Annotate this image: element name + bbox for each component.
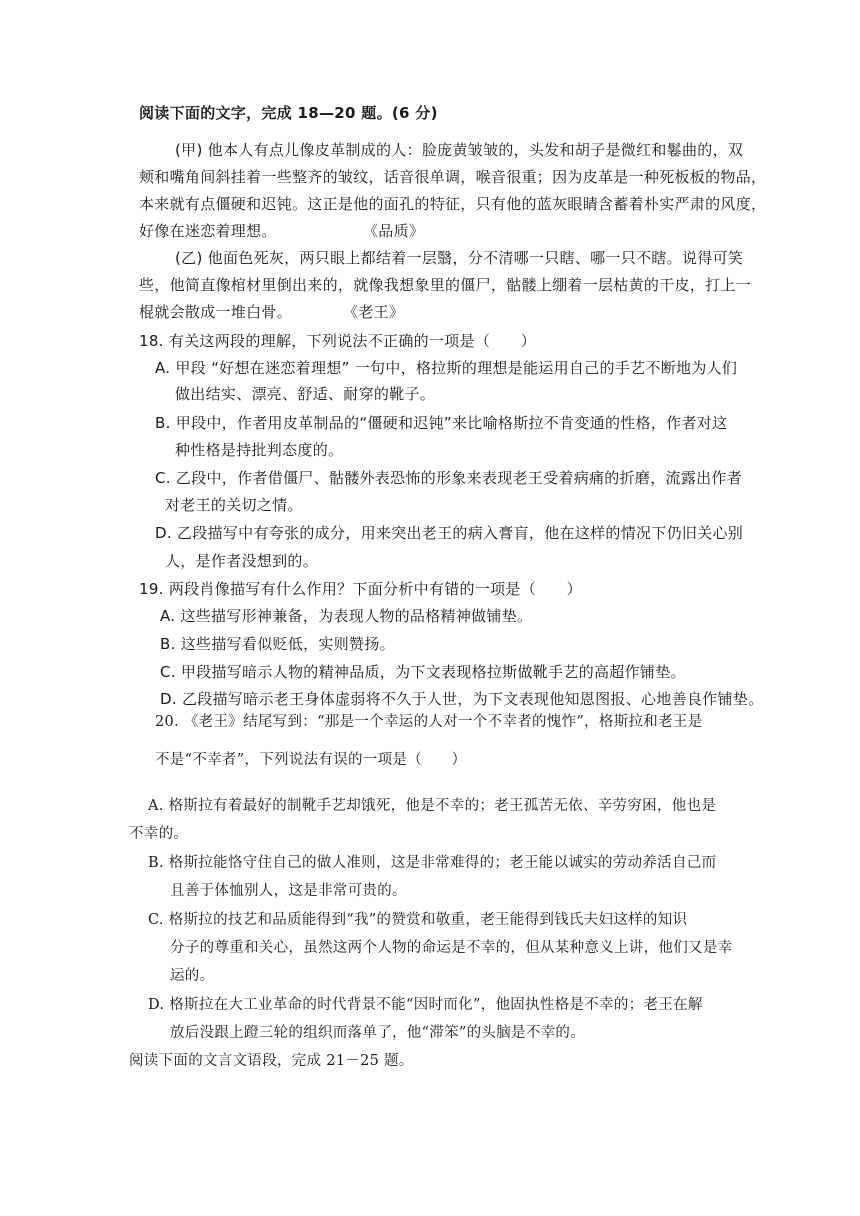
passage-line: 棍就会散成一堆白骨。 [139, 303, 293, 321]
option-a: A. 这些描写形神兼备，为表现人物的品格精神做铺垫。 [160, 607, 533, 625]
passage-line: 好像在迷恋着理想。 [139, 222, 277, 240]
passage-line: 颊和嘴角间斜挂着一些整齐的皱纹，话音很单调，喉音很重；因为皮革是一种死板板的物品， [139, 168, 767, 186]
option-b: B. 甲段中，作者用皮革制品的“僵硬和迟钝”来比喻格斯拉不肯变通的性格，作者对这 [155, 414, 728, 432]
reading-instruction: 阅读下面的文字，完成 18—20 题。(6 分) [139, 104, 438, 122]
passage-line: 本来就有点僵硬和迟钝。这正是他的面孔的特征，只有他的蓝灰眼睛含蓄着朴实严肃的风度， [139, 195, 767, 213]
option-continuation: 运的。 [170, 968, 215, 984]
option-d: D. 格斯拉在大工业革命的时代背景不能“因时而化”，他固执性格是不幸的；老王在解 [148, 997, 703, 1013]
passage-line: (乙) 他面色死灰，两只眼上都结着一层翳，分不清哪一只瞎、哪一只不瞎。说得可笑 [175, 249, 744, 267]
option-c: C. 乙段中，作者借僵尸、骷髅外表恐怖的形象来表现老王受着病痛的折磨，流露出作者 [155, 469, 743, 487]
question-stem: 20. 《老王》结尾写到：“那是一个幸运的人对一个不幸者的愧怍”，格斯拉和老王是 [155, 714, 703, 730]
option-continuation: 分子的尊重和关心，虽然这两个人物的命运是不幸的，但从某种意义上讲，他们又是幸 [170, 940, 733, 956]
option-c: C. 格斯拉的技艺和品质能得到“我”的赞赏和敬重，老王能得到钱氏夫妇这样的知识 [148, 912, 688, 928]
option-d: D. 乙段描写暗示老王身体虚弱将不久于人世，为下文表现他知恩图报、心地善良作铺垫。 [160, 690, 764, 708]
option-a: A. 甲段 “好想在迷恋着理想” 一句中，格拉斯的理想是能运用自己的手艺不断地为人们 [155, 359, 738, 377]
passage-line: (甲) 他本人有点儿像皮革制成的人：脸庞黄皱皱的，头发和胡子是微红和鬈曲的，双 [175, 141, 744, 159]
option-continuation: 人，是作者没想到的。 [165, 552, 319, 570]
option-c: C. 甲段描写暗示人物的精神品质，为下文表现格拉斯做靴手艺的高超作铺垫。 [160, 663, 686, 681]
option-d: D. 乙段描写中有夸张的成分，用来突出老王的病入膏肓，他在这样的情况下仍旧关心别 [155, 524, 744, 542]
option-continuation: 且善于体恤别人，这是非常可贵的。 [170, 883, 407, 899]
passage-source: 《老王》 [343, 303, 405, 321]
next-reading-instruction: 阅读下面的文言文语段，完成 21－25 题。 [129, 1053, 414, 1069]
option-continuation: 不幸的。 [129, 826, 189, 842]
option-a: A. 格斯拉有着最好的制靴手艺却饿死，他是不幸的；老王孤苦无依、辛劳穷困，他也是 [148, 798, 717, 814]
question-stem: 不是“不幸者”，下列说法有误的一项是（ ） [155, 752, 467, 768]
question-stem: 19. 两段肖像描写有什么作用？下面分析中有错的一项是（ ） [139, 580, 582, 598]
passage-line: 些，他简直像棺材里倒出来的，就像我想象里的僵尸，骷髅上绷着一层枯黄的干皮，打上一 [139, 276, 752, 294]
option-continuation: 放后没跟上蹬三轮的组织而落单了，他“滞笨”的头脑是不幸的。 [170, 1025, 586, 1041]
question-stem: 18. 有关这两段的理解，下列说法不正确的一项是（ ） [139, 332, 537, 350]
option-continuation: 种性格是持批判态度的。 [175, 441, 344, 459]
option-continuation: 对老王的关切之情。 [165, 496, 303, 514]
option-continuation: 做出结实、漂亮、舒适、耐穿的靴子。 [175, 385, 436, 403]
option-b: B. 这些描写看似贬低，实则赞扬。 [160, 635, 395, 653]
option-b: B. 格斯拉能恪守住自己的做人准则，这是非常难得的；老王能以诚实的劳动养活自己而 [148, 855, 717, 871]
passage-source: 《品质》 [363, 222, 425, 240]
